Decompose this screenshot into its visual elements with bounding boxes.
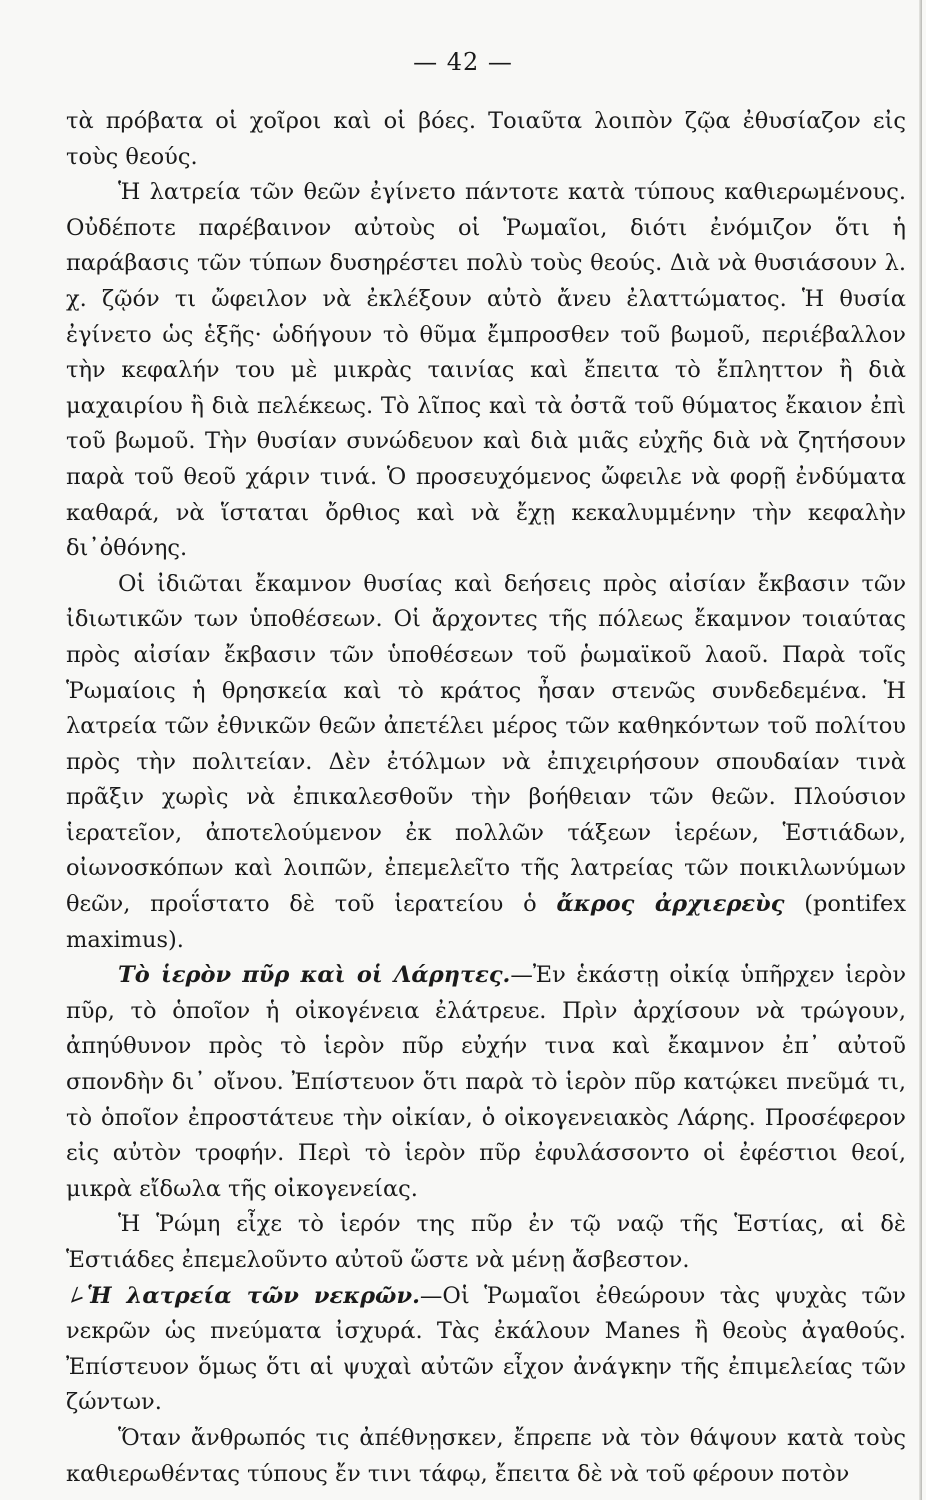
paragraph-1: τὰ πρόβατα οἱ χοῖροι καὶ οἱ βόες. Τοιαῦτα λοιπὸν ζῷα ἐθυσίαζον εἰς τοὺς θεούς. [66, 108, 906, 170]
page-edge [919, 0, 922, 1500]
paragraph-2: Ἡ λατρεία τῶν θεῶν ἐγίνετο πάντοτε κατὰ τύπους καθιερωμένους. Οὐδέποτε παρέβαινον αὐτοὺς οἱ Ῥωμαῖοι, διότι ἐνόμιζον ὅτι ἡ παράβασις τῶν τύπων δυσηρέστει πολὺ τοὺς θεούς. Διὰ νὰ θυσιάσουν λ. χ. ζῷόν τι ὤφειλον νὰ ἐκλέξουν αὐτὸ ἄνευ ἐλαττώματος. Ἡ θυσία ἐγίνετο ὡς ἑξῆς· ὡδήγουν τὸ θῦμα ἔμπροσθεν τοῦ βωμοῦ, περιέβαλλον τὴν κεφαλήν του μὲ μικρὰς ταινίας καὶ ἔπειτα τὸ ἔπληττον ἢ διὰ μαχαιρίου ἢ διὰ πελέκεως. Τὸ λῖπος καὶ τὰ ὀστᾶ τοῦ θύματος ἔκαιον ἐπὶ τοῦ βωμοῦ. Τὴν θυσίαν συνώδευον καὶ διὰ μιᾶς εὐχῆς διὰ νὰ ζητήσουν παρὰ τοῦ θεοῦ χάριν τινά. Ὁ προσευχόμενος ὤφειλε νὰ φορῇ ἐνδύματα καθαρά, νὰ ἵσταται ὄρθιος καὶ νὰ ἔχῃ κεκαλυμμένην τὴν κεφαλὴν δι᾿ὀθόνης. [66, 179, 906, 562]
paragraph-6-text: —Οἱ Ῥωμαῖοι ἐθεώρουν τὰς ψυχὰς τῶν νεκρῶν ὡς πνεύματα ἰσχυρά. Τὰς ἐκάλουν Manes ἢ θεοὺς ἀγαθούς. Ἐπίστευον ὅμως ὅτι αἱ ψυχαὶ αὐτῶν εἶχον ἀνάγκην τῆς ἐπιμελείας τῶν ζώντων. [66, 1282, 906, 1416]
paragraph-4 [66, 958, 906, 1207]
paragraph-4-text: —Ἐν ἑκάστῃ οἰκίᾳ ὑπῆρχεν ἱερὸν πῦρ, τὸ ὁποῖον ἡ οἰκογένεια ἐλάτρευε. Πρὶν ἀρχίσουν νὰ τρώγουν, ἀπηύθυνον πρὸς τὸ ἱερὸν πῦρ εὐχήν τινα καὶ ἔκαμνον ἐπ᾿ αὐτοῦ σπονδὴν δι᾿ οἴνου. Ἐπίστευον ὅτι παρὰ τὸ ἱερὸν πῦρ κατῴκει πνεῦμά τι, τὸ ὁποῖον ἐπροστάτευε τὴν οἰκίαν, ὁ οἰκογενειακὸς Λάρης. Προσέφερον εἰς αὐτὸν τροφήν. Περὶ τὸ ἱερὸν πῦρ ἐφυλάσσοντο οἱ ἐφέστιοι θεοί, μικρὰ εἴδωλα τῆς οἰκογενείας. [66, 962, 906, 1202]
paragraph-3-text: Οἱ ἰδιῶται ἔκαμνον θυσίας καὶ δεήσεις πρὸς αἰσίαν ἔκβασιν τῶν ἰδιωτικῶν των ὑποθέσεων. Οἱ ἄρχοντες τῆς πόλεως ἔκαμνον τοιαύτας πρὸς αἰσίαν ἔκβασιν τῶν ὑποθέσεων τοῦ ῥωμαϊκοῦ λαοῦ. Παρὰ τοῖς Ῥωμαίοις ἡ θρησκεία καὶ τὸ κράτος ἦσαν στενῶς συνδεδεμένα. Ἡ λατρεία τῶν ἐθνικῶν θεῶν ἀπετέλει μέρος τῶν καθηκόντων τοῦ πολίτου πρὸς τὴν πολιτείαν. Δὲν ἐτόλμων νὰ ἐπιχειρήσουν σπουδαίαν τινὰ πρᾶξιν χωρὶς νὰ ἐπικαλεσθοῦν τὴν βοήθειαν τῶν θεῶν. Πλούσιον ἱερατεῖον, ἀποτελούμενον ἐκ πολλῶν τάξεων ἱερέων, Ἑστιάδων, οἰωνοσκόπων καὶ λοιπῶν, ἐπεμελεῖτο τῆς λατρείας τῶν ποικιλωνύμων θεῶν, προΐστατο δὲ τοῦ ἱερατείου ὁ [66, 570, 906, 918]
pencil-mark-icon: ∠ [61, 1280, 89, 1312]
paragraph-6 [61, 1279, 906, 1421]
paragraph-3 [66, 567, 906, 959]
page-number: — 42 — [413, 48, 513, 76]
term-pontifex: ἄκρος ἀρχιερεὺς [556, 891, 785, 918]
section-heading-sacred-fire: Τὸ ἱερὸν πῦρ καὶ οἱ Λάρητες. [118, 962, 511, 989]
body-text [61, 104, 907, 1492]
paragraph-7: Ὅταν ἄνθρωπός τις ἀπέθνῃσκεν, ἔπρεπε νὰ τὸν θάψουν κατὰ τοὺς καθιερωθέντας τύπους ἔν τινι τάφῳ, ἔπειτα δὲ νὰ τοῦ φέρουν ποτὸν [66, 1424, 906, 1487]
paragraph-5: Ἡ Ῥώμη εἶχε τὸ ἱερόν της πῦρ ἐν τῷ ναῷ τῆς Ἑστίας, αἱ δὲ Ἑστιάδες ἐπεμελοῦντο αὐτοῦ ὥστε νὰ μένῃ ἄσβεστον. [66, 1211, 906, 1273]
section-heading-cult-of-dead: Ἡ λατρεία τῶν νεκρῶν. [86, 1282, 420, 1309]
paragraph-3-end: (pontifex maximus). [66, 891, 907, 953]
